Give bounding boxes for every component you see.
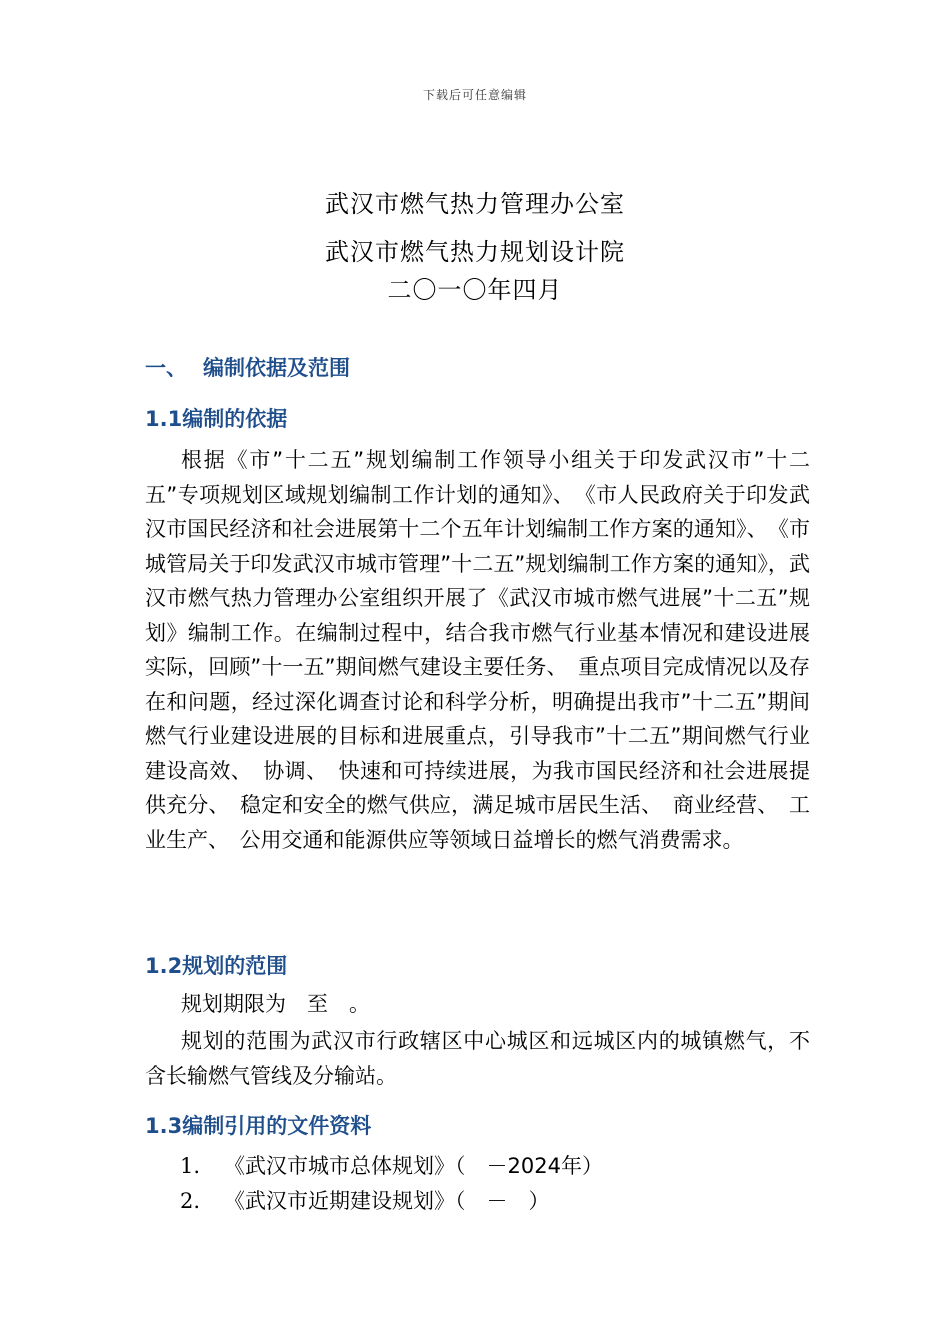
section-1-heading xyxy=(145,352,350,382)
cover-org-1: 武汉市燃气热力管理办公室 xyxy=(325,190,625,218)
list-item-text: 《武汉市城市总体规划》（ －2024年） xyxy=(224,1154,603,1178)
list-item-number: 2. xyxy=(180,1189,201,1213)
section-1-3-heading: 1.3编制引用的文件资料 xyxy=(145,1114,372,1138)
section-1-2-heading: 1.2规划的范围 xyxy=(145,954,288,978)
page-header-note: 下载后可任意编辑 xyxy=(422,88,527,102)
planning-period-paragraph: 规划期限为 至 。 xyxy=(181,992,370,1016)
cover-org-2: 武汉市燃气热力规划设计院 xyxy=(325,238,625,266)
list-item-text: 《武汉市近期建设规划》（ － ） xyxy=(224,1189,550,1213)
section-1-1-heading: 1.1编制的依据 xyxy=(145,407,288,431)
reference-list-item xyxy=(180,1150,603,1180)
list-item-number: 1. xyxy=(180,1154,201,1178)
reference-list-item xyxy=(180,1185,550,1215)
cover-date: 二〇一〇年四月 xyxy=(387,276,563,304)
section-1-title: 编制依据及范围 xyxy=(203,356,350,380)
section-1-number: 一、 xyxy=(145,356,187,380)
planning-scope-paragraph: 规划的范围为武汉市行政辖区中心城区和远城区内的城镇燃气，不含长输燃气管线及分输站。 xyxy=(145,1029,810,1088)
section-1-1-paragraph: 根据《市”十二五”规划编制工作领导小组关于印发武汉市”十二五”专项规划区域规划编制工作计划的通知》、 《市人民政府关于印发武汉市国民经济和社会进展第十二个五年计划编制工作方案的通知》、 《市城管局关于印发武汉市城市管理”十二五”规划编制工作方案的通知》，武汉市燃气热力管理办公室组织开展了《武汉市城市燃气进展”十二五”规划》编制工作。在编制过程中，结合我市燃气行业基本情况和建设进展实际，回顾”十一五”期间燃气建设主要任务、 重点项目完成情况以及存在和问题，经过深化调查讨论和科学分析，明确提出我市”十二五”期间燃气行业建设进展的目标和进展重点，引导我市”十二五”期间燃气行业建设高效、 协调、 快速和可持续进展，为我市国民经济和社会进展提供充分、 稳定和安全的燃气供应，满足城市居民生活、 商业经营、 工业生产、 公用交通和能源供应等领域日益增长的燃气消费需求。 xyxy=(145,448,810,852)
